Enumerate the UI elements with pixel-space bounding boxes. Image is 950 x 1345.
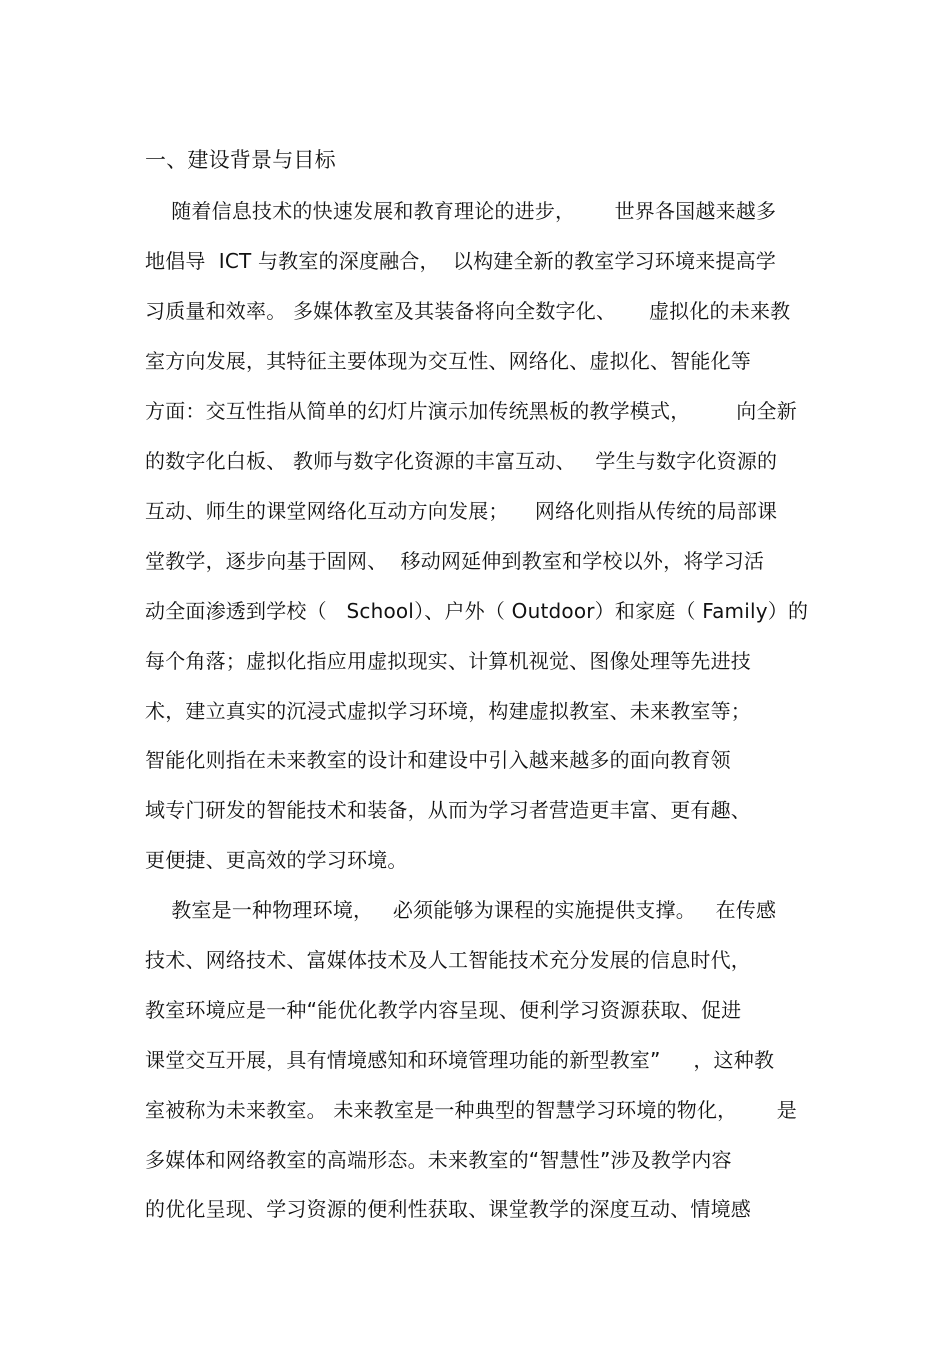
body-line: 地倡导 ICT 与教室的深度融合， 以构建全新的教室学习环境来提高学	[145, 249, 777, 273]
body-line: 堂教学，逐步向基于固网、 移动网延伸到教室和学校以外，将学习活	[145, 549, 765, 573]
body-line: 互动、师生的课堂网络化互动方向发展； 网络化则指从传统的局部课	[145, 499, 778, 523]
body-line: 智能化则指在未来教室的设计和建设中引入越来越多的面向教育领	[145, 748, 731, 772]
body-line: 室方向发展，其特征主要体现为交互性、网络化、虚拟化、智能化等	[145, 349, 751, 373]
body-line: 动全面渗透到学校（ School）、户外（ Outdoor）和家庭（ Family）的	[145, 599, 809, 623]
body-line: 课堂交互开展，具有情境感知和环境管理功能的新型教室” ，这种教	[145, 1048, 775, 1072]
body-line: 方面：交互性指从简单的幻灯片演示加传统黑板的教学模式， 向全新	[145, 399, 797, 423]
section-heading: 一、建设背景与目标	[145, 148, 336, 172]
body-line: 教室环境应是一种“能优化教学内容呈现、便利学习资源获取、促进	[145, 998, 742, 1022]
body-line: 室被称为未来教室。 未来教室是一种典型的智慧学习环境的物化， 是	[145, 1098, 797, 1122]
body-line: 的优化呈现、学习资源的便利性获取、课堂教学的深度互动、情境感	[145, 1197, 751, 1221]
body-line: 每个角落；虚拟化指应用虚拟现实、计算机视觉、图像处理等先进技	[145, 649, 751, 673]
body-line: 的数字化白板、 教师与数字化资源的丰富互动、 学生与数字化资源的	[145, 449, 778, 473]
body-line: 更便捷、更高效的学习环境。	[145, 848, 408, 872]
body-line: 教室是一种物理环境， 必须能够为课程的实施提供支撑。 在传感	[145, 898, 777, 922]
body-line: 技术、网络技术、富媒体技术及人工智能技术充分发展的信息时代，	[145, 948, 751, 972]
body-line: 术，建立真实的沉浸式虚拟学习环境，构建虚拟教室、未来教室等；	[145, 699, 751, 723]
body-line: 多媒体和网络教室的高端形态。未来教室的“智慧性”涉及教学内容	[145, 1148, 732, 1172]
body-line: 习质量和效率。 多媒体教室及其装备将向全数字化、 虚拟化的未来教	[145, 299, 791, 323]
body-line: 随着信息技术的快速发展和教育理论的进步， 世界各国越来越多	[145, 199, 777, 223]
body-line: 域专门研发的智能技术和装备，从而为学习者营造更丰富、更有趣、	[145, 798, 751, 822]
